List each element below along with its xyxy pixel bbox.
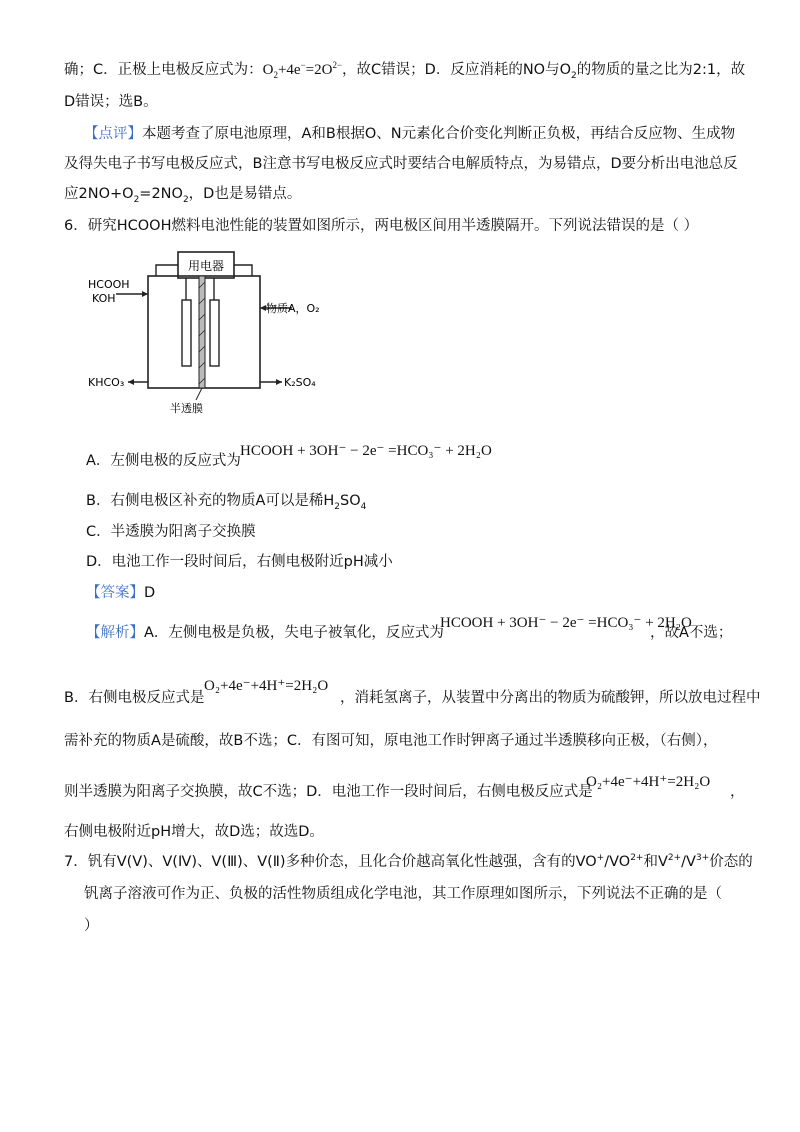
review-tag: 【点评】: [84, 126, 142, 142]
outlet-left-label: KHCO₃: [88, 376, 125, 389]
answer-tag: 【答案】: [86, 585, 144, 601]
review-line-2: 及得失电子书写电极反应式，B注意书写电极反应式时要结合电解质特点，为易错点，D要分析出电池总反: [64, 156, 738, 172]
q6-analysis-equation-2: O₂+4e⁻+4H⁺=2H₂O: [204, 678, 329, 694]
q6-analysis-equation-1: HCOOH + 3OH⁻ − 2e⁻ =HCO₃⁻ + 2H₂O: [440, 615, 692, 631]
outlet-right-label: K₂SO₄: [284, 376, 316, 389]
review-line-1: 【点评】本题考查了原电池原理，A和B根据O、N元素化合价变化判断正负极，再结合反应物、生成物: [84, 126, 736, 142]
q6-option-c: C．半透膜为阳离子交换膜: [86, 524, 256, 540]
inlet-right-label: 物质A，O₂: [266, 302, 320, 315]
q7-stem-line-2: 钒离子溶液可作为正、负极的活性物质组成化学电池，其工作原理如图所示，下列说法不正确的是（: [84, 886, 722, 902]
inlet-left-label-2: KOH: [92, 292, 116, 305]
q6-analysis-line-3: 需补充的物质A是硫酸，故B不选；C．有图可知，原电池工作时钾离子通过半透膜移向正极，（右侧），: [64, 733, 718, 749]
q6-answer: [86, 583, 155, 603]
membrane: [199, 276, 205, 388]
q6-analysis-line-4-end: ，: [730, 784, 745, 800]
membrane-label: 半透膜: [170, 402, 203, 415]
q6-option-a-equation: HCOOH + 3OH⁻ − 2e⁻ =HCO₃⁻ + 2H₂O: [240, 443, 492, 459]
fuel-cell-diagram: [86, 248, 346, 418]
q6-analysis-line-2-end: ，消耗氢离子，从装置中分离出的物质为硫酸钾，所以放电过程中: [340, 690, 761, 706]
q6-analysis-line-4: 则半透膜为阳离子交换膜，故C不选；D．电池工作一段时间后，右侧电极反应式是: [64, 784, 593, 800]
q6-stem: 6．研究HCOOH燃料电池性能的装置如图所示，两电极区间用半透膜隔开。下列说法错误的是（ ）: [64, 218, 699, 234]
right-electrode: [210, 300, 219, 366]
q6-option-d: D．电池工作一段时间后，右侧电极附近pH减小: [86, 554, 393, 570]
q7-stem-line-3: ）: [84, 918, 99, 934]
q6-analysis-equation-4: O₂+4e⁻+4H⁺=2H₂O: [586, 774, 711, 790]
q7-stem-line-1: 7．钒有V(V)、V(Ⅳ)、V(Ⅲ)、V(Ⅱ)多种价态，且化合价越高氧化性越强，含有的$VO^+/VO^{2+}$和$V^{2+}/V^{3+}$价态的: [64, 853, 753, 870]
q6-analysis-line-1: 【解析】A．左侧电极是负极，失电子被氧化，反应式为: [86, 625, 444, 641]
q6-option-a: A．左侧电极的反应式为: [86, 453, 241, 469]
q5-tail-line-2: D错误；选B。: [64, 94, 158, 110]
wire-left: [156, 265, 178, 276]
q5-tail-line-1: 确；C．正极上电极反应式为：$O_2+4e^-=2O^{2-}$，故C错误；D．反应消耗的NO与$O_2$的物质的量之比为2:1，故: [64, 60, 746, 81]
inlet-left-label-1: HCOOH: [88, 278, 130, 291]
analysis-tag: 【解析】: [86, 625, 144, 641]
membrane-pointer: [196, 388, 202, 400]
q6-analysis-line-1-end: ，故A不选；: [650, 625, 733, 641]
q6-analysis-line-2: B．右侧电极反应式是: [64, 690, 205, 706]
left-electrode: [182, 300, 191, 366]
q6-option-b: B．右侧电极区补充的物质A可以是稀$H_2SO_4$: [86, 493, 367, 512]
wire-right: [234, 265, 252, 276]
device-label: 用电器: [187, 259, 225, 273]
q6-analysis-line-5: 右侧电极附近pH增大，故D选；故选D。: [64, 824, 324, 840]
answer-value: D: [144, 585, 156, 601]
review-line-3: 应$2NO+O_2=2NO_2$，D也是易错点。: [64, 186, 302, 205]
